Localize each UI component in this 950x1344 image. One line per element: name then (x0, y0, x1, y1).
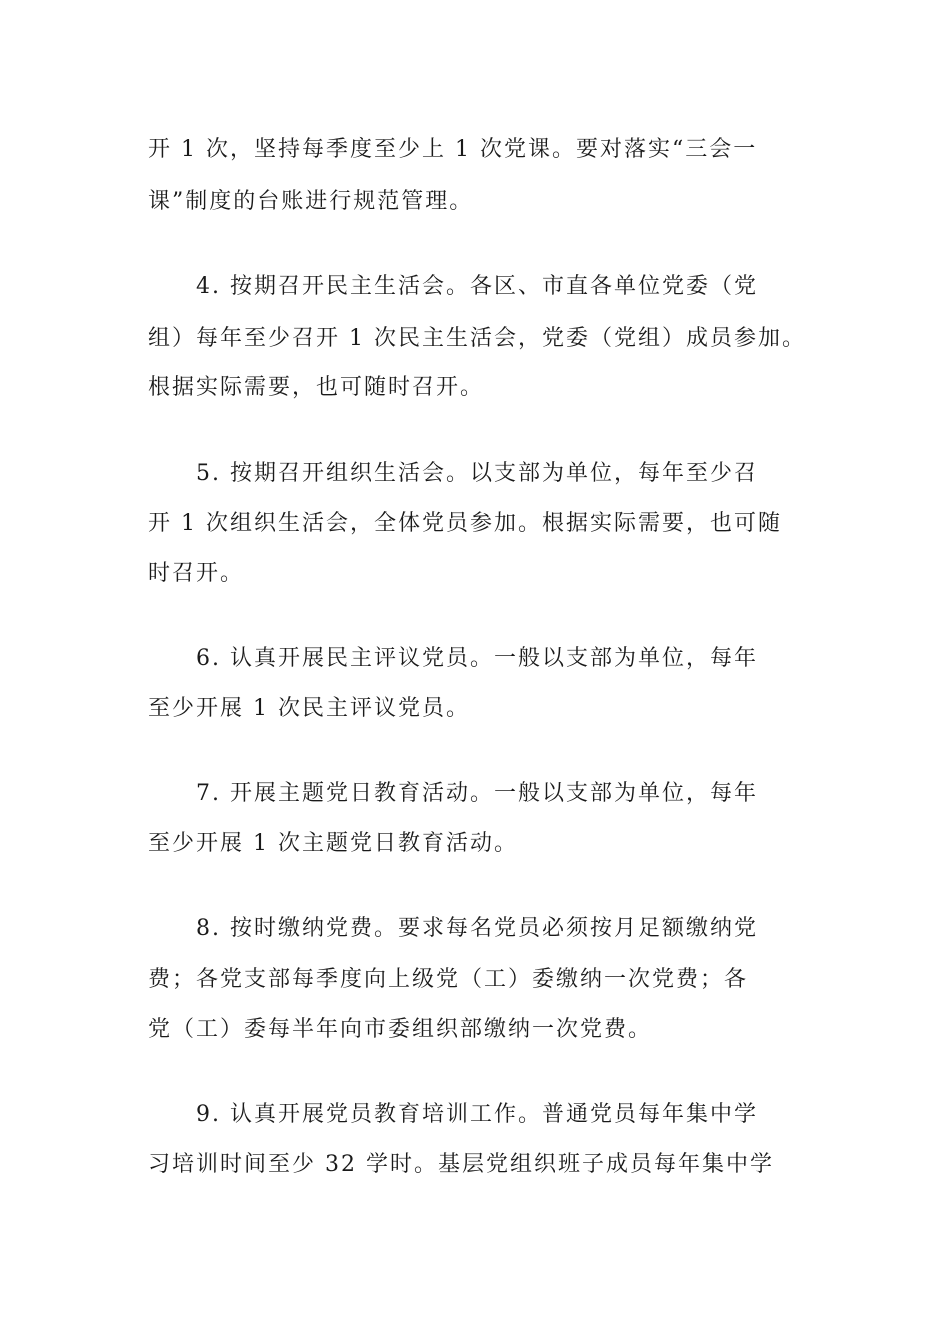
paragraph-8-start: 8. 按时缴纳党费。要求每名党员必须按月足额缴纳党 (196, 916, 758, 941)
text-line: 时召开。 (148, 561, 245, 586)
text-line: 根据实际需要，也可随时召开。 (148, 375, 485, 400)
text-line: 党（工）委每半年向市委组织部缴纳一次党费。 (148, 1017, 653, 1042)
text-line: 习培训时间至少 32 学时。基层党组织班子成员每年集中学 (148, 1152, 774, 1177)
text-line: 开 1 次组织生活会，全体党员参加。根据实际需要，也可随 (148, 511, 782, 536)
text-line: 至少开展 1 次民主评议党员。 (148, 696, 470, 721)
text-line: 至少开展 1 次主题党日教育活动。 (148, 831, 518, 856)
text-line: 组）每年至少召开 1 次民主生活会，党委（党组）成员参加。 (148, 326, 806, 351)
paragraph-4-start: 4. 按期召开民主生活会。各区、市直各单位党委（党 (196, 274, 758, 299)
text-line: 费；各党支部每季度向上级党（工）委缴纳一次党费；各 (148, 967, 749, 992)
text-line: 课”制度的台账进行规范管理。 (148, 189, 474, 214)
paragraph-7-start: 7. 开展主题党日教育活动。一般以支部为单位，每年 (196, 781, 758, 806)
paragraph-6-start: 6. 认真开展民主评议党员。一般以支部为单位，每年 (196, 646, 758, 671)
paragraph-9-start: 9. 认真开展党员教育培训工作。普通党员每年集中学 (196, 1102, 758, 1127)
paragraph-5-start: 5. 按期召开组织生活会。以支部为单位，每年至少召 (196, 461, 758, 486)
text-line: 开 1 次，坚持每季度至少上 1 次党课。要对落实“三会一 (148, 137, 758, 162)
